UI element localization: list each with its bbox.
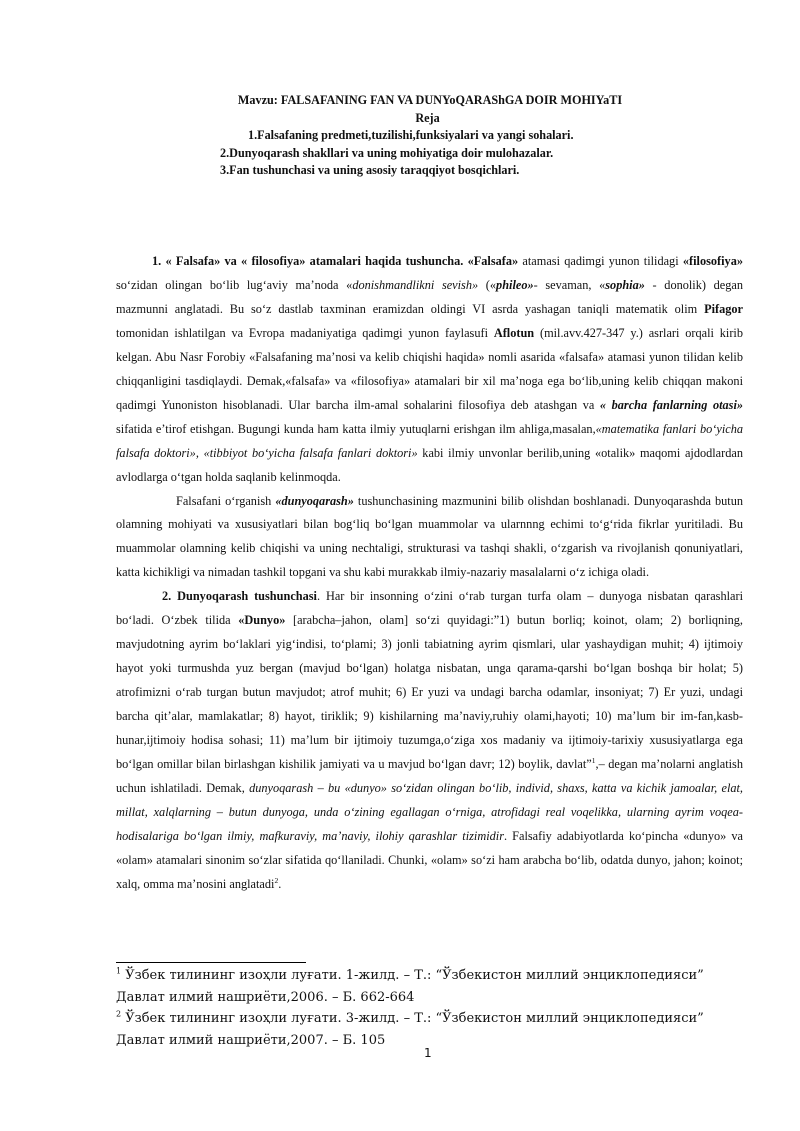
page-number: 1	[424, 1046, 432, 1060]
plan-item: 2.Dunyoqarash shakllari va uning mohiyatiga doir mulohazalar.	[220, 145, 554, 160]
document-body	[116, 250, 743, 897]
plan-heading: Reja	[415, 110, 440, 125]
plan-item: 3.Fan tushunchasi va uning asosiy taraqqiyot bosqichlari.	[220, 163, 520, 177]
topic-title: Mavzu: FALSAFANING FAN VA DUNYoQARAShGA DOIR MOHIYaTI	[237, 93, 623, 107]
footnote: $^2$ Ўзбек тилининг изоҳли луғати. 3-жилд. – Т.: “Ўзбекистон миллий энциклопедияси” Давлат илмий нашриёти,2007. – Б. 105	[116, 1009, 704, 1048]
section-heading: 2. Dunyoqarash tushunchasi	[162, 589, 317, 604]
section-heading: 1. « Falsafa» va « filosofiya» atamalari haqida tushuncha.	[152, 254, 464, 268]
footnotes	[116, 965, 746, 1051]
footnote-ref[interactable]: 2	[274, 875, 279, 885]
plan-item: 1.Falsafaning predmeti,tuzilishi,funksiyalari va yangi sohalari.	[248, 128, 574, 142]
paragraph-falsafa: 1. « Falsafa» va « filosofiya» atamalari haqida tushuncha. «Falsafa» atamasi qadimgi yunon tilidagi «filosofiya» so‘zidan olingan bo‘lib lug‘aviy ma’noda «donishmandlikni sevish» («phileo»- sevaman, «sophia» - donolik) degan mazmunni anglatadi. Bu so‘z dastlab taxminan eramizdan oldingi VI asrda yashagan taniqli matematik olim Pifagor tomonidan ishlatilgan va Evropa madaniyatiga qadimgi yunon faylasufi Aflotun (mil.avv.427-347 y.) asrlari orqali kirib kelgan. Abu Nasr Forobiy «Falsafaning ma’nosi va kelib chiqishi haqida» nomli asarida «falsafa» atamasi yunon tilidan kelib chiqqanligini tasdiqlaydi. Demak,«falsafa» va «filosofiya» atamalari bir xil ma’noga ega bo‘lib,uning kelib chiqqan makoni qadimgi Yunoniston hisoblanadi. Ular barcha ilm-amal sohalarini filosofiya deb atashgan va « barcha fanlarning otasi» sifatida e’tirof etishgan. Bugungi kunda ham katta ilmiy yutuqlarni erishgan ilm ahliga,masalan,«matematika fanlari bo‘yicha falsafa doktori», «tibbiyot bo‘yicha falsafa fanlari doktori» kabi ilmiy unvonlar berilib,uning «otalik» maqomi ajdodlardan avlodlarga o‘tgan holda saqlanib kelinmoqda.	[116, 254, 744, 484]
footnote-separator	[116, 962, 306, 963]
paragraph-dunyoqarash-intro: Falsafani o‘rganish «dunyoqarash» tushunchasining mazmunini bilib olishdan boshlanadi. Dunyoqarashda butun olamning mohiyati va xususiyatlari bilan bog‘liq bo‘lgan muammolar va ularnnng echimi to‘g‘rida fikrlar yuritiladi. Bu muammolar olamning kelib chiqishi va uning nechtaligi, strukturasi va tashqi shakli, o‘zgarish va rivojlanish qonuniyatlari, katta kichikligi va nimadan tashkil topgani va shu kabi murakkab ilmiy-nazariy masalalarni o‘z ichiga oladi.	[116, 493, 743, 580]
paragraph-dunyoqarash: 2. Dunyoqarash tushunchasi. Har bir insonning o‘zini o‘rab turgan turfa olam – dunyoga nisbatan qarashlari bo‘ladi. O‘zbek tilida «Dunyo» [arabcha–jahon, olam] so‘zi quyidagi:”1) butun borliq; koinot, olam; 2) borliqning, mavjudotning ayrim bo‘laklari yig‘indisi, to‘plami; 3) jonli tabiatning ayrim qismlari, ular yashaydigan muhit; 4) ijtimoiy hayot yoki turmushda yuz bergan (mavjud bo‘lgan) holatga nisbatan, unga qarama-qarshi bo‘lgan boshqa bir holat; 5) atrofimizni o‘rab turgan butun mavjudot; atrof muhit; 6) Er yuzi va undagi barcha odamlar, insoniyat; 7) Er yuzi, undagi barcha qit’alar, mamlakatlar; 8) hayot, tiriklik; 9) kishilarning ma’naviy,ruhiy olami,hayoti; 10) ma’lum bir im-fan,kasb-hunar,ijtimoiy hodisa sohasi; 11) ma’lum bir ijtimoiy tuzumga,o‘ziga xos madaniy va ijtimoiy-tarixiy xususiyatlarga ega bo‘lgan omillar bilan birlashgan kishilik jamiyati va u mavjud bo‘lgan davr; 12) boylik, davlat”$^1$,– degan ma’nolarni anglatish uchun ishlatiladi. Demak, dunyoqarash – bu «dunyo» so‘zidan olingan bo‘lib, individ, shaxs, katta va kichik jamoalar, elat, millat, xalqlarning – butun dunyoga, unda o‘zining egallagan o‘rniga, atrofidagi real voqelikka, ularning ayrim voqea-hodisalariga bo‘lgan ilmiy, mafkuraviy, ma’naviy, ilohiy qarashlar tizimidir. Falsafiy adabiyotlarda ko‘pincha «dunyo» va «olam» atamalari sinonim so‘zlar sifatida qo‘llaniladi. Chunki, «olam» so‘zi ham arabcha bo‘lib, odatda dunyo, jahon; koinot; xalq, omma ma’nosini anglatadi$^2$.	[116, 589, 744, 891]
footnote: $^1$ Ўзбек тилининг изоҳли луғати. 1-жилд. – Т.: “Ўзбекистон миллий энциклопедияси” Давлат илмий нашриёти,2006. – Б. 662-664	[116, 966, 704, 1005]
footnote-ref[interactable]: 1	[591, 755, 596, 765]
document-header	[0, 92, 800, 180]
